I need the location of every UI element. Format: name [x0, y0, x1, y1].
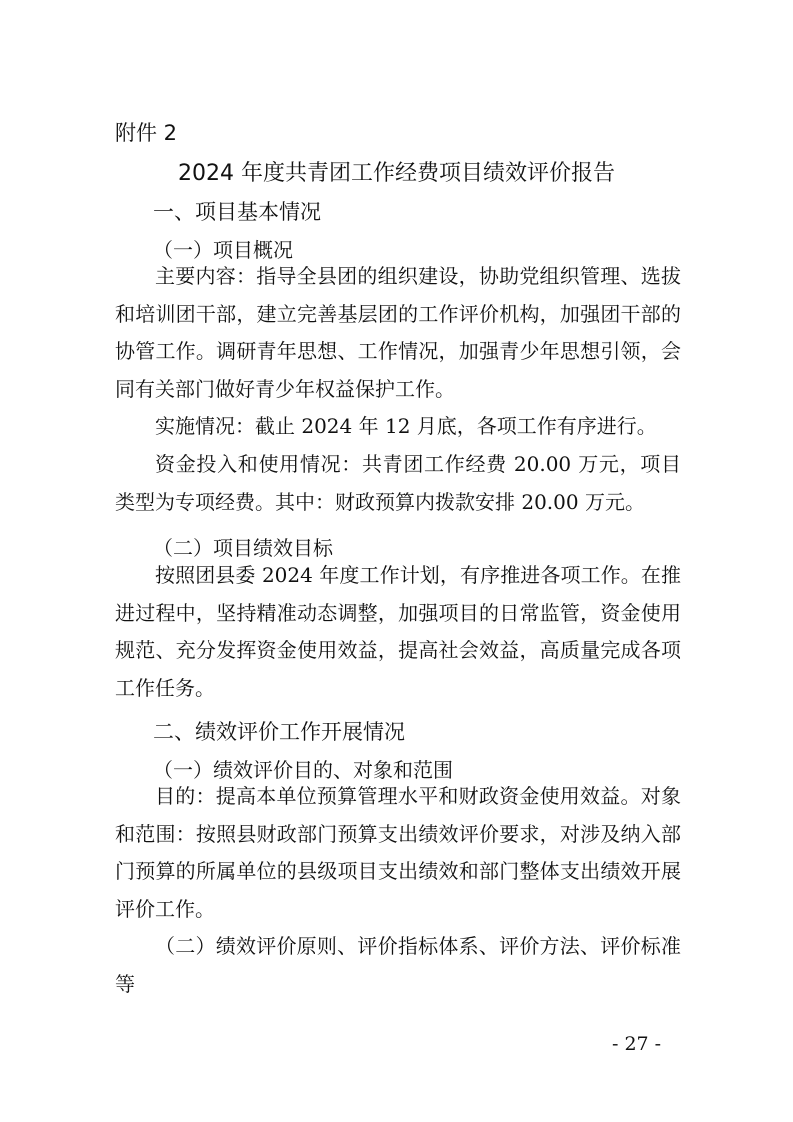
- paragraph-funding: 资金投入和使用情况：共青团工作经费 20.00 万元，项目类型为专项经费。其中：财政预算内拨款安排 20.00 万元。: [115, 452, 681, 514]
- paragraph-main-content: 主要内容：指导全县团的组织建设，协助党组织管理、选拔和培训团干部，建立完善基层团的工作评价机构，加强团干部的协管工作。调研青年思想、工作情况，加强青少年思想引领，会同有关部门做好青少年权益保护工作。: [115, 264, 681, 401]
- subsection-heading-1-1: （一）项目概况: [153, 238, 293, 262]
- paragraph-implementation: 实施情况：截止 2024 年 12 月底，各项工作有序进行。: [155, 414, 657, 438]
- section-heading-1: 一、项目基本情况: [153, 200, 321, 224]
- subsection-heading-1-2: （二）项目绩效目标: [153, 536, 333, 560]
- annex-label: 附件 2: [115, 121, 178, 145]
- paragraph-performance-goal: 按照团县委 2024 年度工作计划，有序推进各项工作。在推进过程中，坚持精准动态调整，加强项目的日常监管，资金使用规范、充分发挥资金使用效益，提高社会效益，高质量完成各项工作任务。: [115, 563, 681, 700]
- subsection-heading-2-2: （二）绩效评价原则、评价指标体系、评价方法、评价标准等: [115, 934, 681, 996]
- document-title: 2024 年度共青团工作经费项目绩效评价报告: [178, 161, 615, 186]
- section-heading-2: 二、绩效评价工作开展情况: [153, 720, 405, 744]
- paragraph-purpose-scope: 目的：提高本单位预算管理水平和财政资金使用效益。对象和范围：按照县财政部门预算支出绩效评价要求，对涉及纳入部门预算的所属单位的县级项目支出绩效和部门整体支出绩效开展评价工作。: [115, 784, 681, 921]
- subsection-heading-2-1: （一）绩效评价目的、对象和范围: [153, 758, 453, 782]
- page-number: - 27 -: [612, 1033, 662, 1055]
